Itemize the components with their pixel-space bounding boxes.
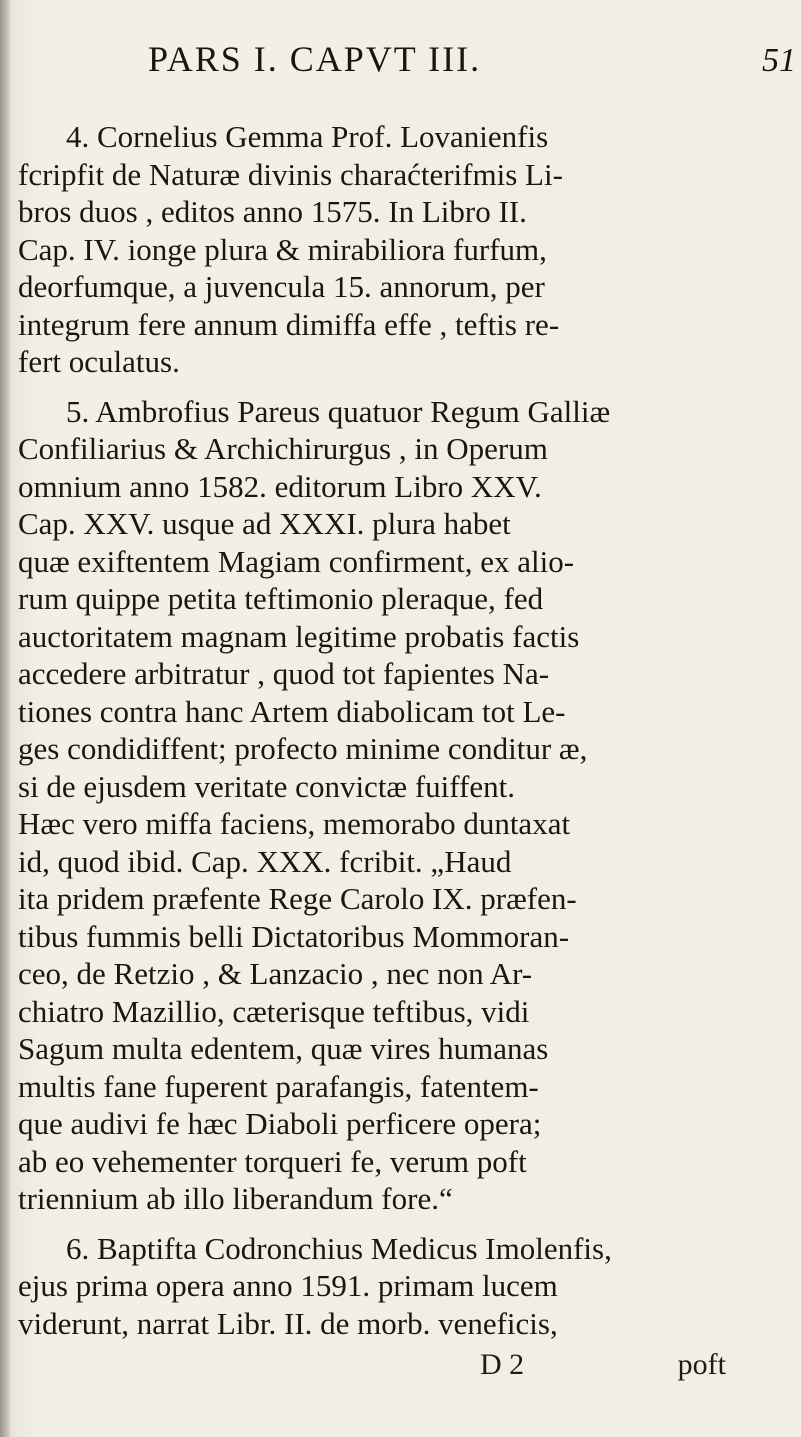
text-line: Cap. IV. ionge plura & mirabiliora furfum, xyxy=(18,231,547,267)
text-line: Cap. XXV. usque ad XXXI. plura habet xyxy=(18,506,511,541)
text-line: deorfumque, a juvencula 15. annorum, per xyxy=(18,269,545,304)
paragraph-gemma xyxy=(18,118,786,381)
catchline xyxy=(18,1348,786,1388)
text-line: ab eo vehementer torqueri fe, verum poft xyxy=(18,1143,527,1179)
text-line: viderunt, narrat Libr. II. de morb. veneficis, xyxy=(18,1305,558,1341)
text-line: integrum fere annum dimiffa effe , teftis re- xyxy=(18,306,560,342)
text-line: ejus prima opera anno 1591. primam lucem xyxy=(18,1268,558,1303)
signature-mark: D 2 xyxy=(480,1348,525,1381)
text-line: fert oculatus. xyxy=(18,344,180,379)
text-line: que audivi fe hæc Diaboli perficere opera; xyxy=(18,1106,542,1141)
text-line: Sagum multa edentem, quæ vires humanas xyxy=(18,1031,549,1066)
text-line: bros duos , editos anno 1575. In Libro II. xyxy=(18,194,527,229)
paragraph-codronchius xyxy=(18,1230,786,1343)
binding-gutter xyxy=(0,0,10,1437)
text-line: 4. Cornelius Gemma Prof. Lovanienfis xyxy=(66,119,549,154)
paragraph-pareus xyxy=(18,393,786,1218)
text-line: ges condidiffent; profecto minime conditur æ, xyxy=(18,731,588,766)
text-line: ceo, de Retzio , & Lanzacio , nec non Ar- xyxy=(18,956,533,991)
body-text xyxy=(18,118,786,1354)
running-title: PARS I. CAPVT III. xyxy=(148,39,482,79)
text-line: chiatro Mazillio, cæterisque teftibus, vidi xyxy=(18,993,530,1029)
text-line: omnium anno 1582. editorum Libro XXV. xyxy=(18,468,542,504)
catchword: poft xyxy=(677,1348,726,1381)
text-line: rum quippe petita teftimonio pleraque, fed xyxy=(18,581,544,616)
text-line: tibus fummis belli Dictatoribus Mommoran- xyxy=(18,918,570,954)
running-header xyxy=(148,38,796,80)
text-line: ita pridem præfente Rege Carolo IX. præfen- xyxy=(18,881,577,916)
text-line: tiones contra hanc Artem diabolicam tot Le- xyxy=(18,693,566,729)
text-line: Confiliarius & Archichirurgus , in Operum xyxy=(18,431,548,466)
text-line: quæ exiftentem Magiam confirment, ex alio- xyxy=(18,543,575,579)
text-line: 6. Baptifta Codronchius Medicus Imolenfis, xyxy=(66,1230,612,1266)
text-line: accedere arbitratur , quod tot fapientes Na- xyxy=(18,656,550,691)
text-line: si de ejusdem veritate convictæ fuiffent. xyxy=(18,768,515,804)
text-line: 5. Ambrofius Pareus quatuor Regum Galliæ xyxy=(66,393,611,429)
text-line: multis fane fuperent parafangis, fatentem- xyxy=(18,1068,539,1104)
text-line: id, quod ibid. Cap. XXX. fcribit. „Haud xyxy=(18,843,512,879)
text-line: fcripfit de Naturæ divinis charaćterifmis Li- xyxy=(18,156,563,192)
text-line: auctoritatem magnam legitime probatis factis xyxy=(18,618,580,654)
text-line: triennium ab illo liberandum fore.“ xyxy=(18,1181,453,1216)
text-line: Hæc vero miffa faciens, memorabo duntaxat xyxy=(18,806,571,841)
page-number: 51 xyxy=(762,42,796,79)
